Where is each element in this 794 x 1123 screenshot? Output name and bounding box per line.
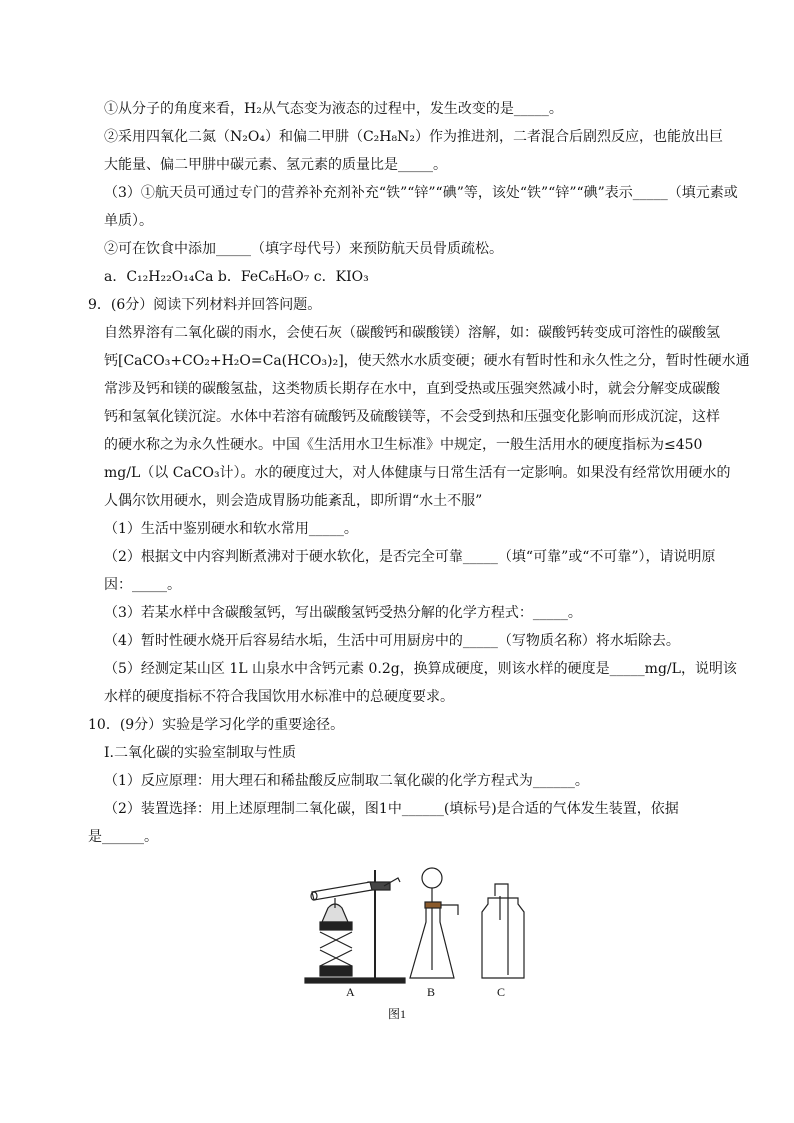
question-9-heading: 9．(6分）阅读下列材料并回答问题。 <box>88 297 322 313</box>
line-15: 人偶尔饮用硬水，则会造成胃肠功能紊乱，即所谓“水土不服” <box>104 493 483 509</box>
line-3: 大能量、偏二甲肼中碳元素、氢元素的质量比是_____。 <box>104 157 447 173</box>
line-7: a．C₁₂H₂₂O₁₄Ca b．FeC₆H₆O₇ c．KIO₃ <box>104 269 369 285</box>
line-2: ②采用四氧化二氮（N₂O₄）和偏二甲肼（C₂H₈N₂）作为推进剂，二者混合后剧烈反应，也能放出巨 <box>104 129 723 145</box>
line-19: （3）若某水样中含碳酸氢钙，写出碳酸氢钙受热分解的化学方程式：_____。 <box>104 605 582 621</box>
line-13: 的硬水称之为永久性硬水。中国《生活用水卫生标准》中规定，一般生活用水的硬度指标为≤450 <box>104 437 703 453</box>
apparatus-c <box>482 884 524 978</box>
line-22: 水样的硬度指标不符合我国饮用水标准中的总硬度要求。 <box>104 689 454 705</box>
line-6: ②可在饮食中添加_____（填字母代号）来预防航天员骨质疏松。 <box>104 241 503 257</box>
line-4: （3）①航天员可通过专门的营养补充剂补充“铁”“锌”“碘”等，该处“铁”“锌”“碘”表示_____（填元素或 <box>104 185 738 201</box>
line-18: 因：_____。 <box>104 577 181 593</box>
line-14: mg/L（以 CaCO₃计）。水的硬度过大，对人体健康与日常生活有一定影响。如果没有经常饮用硬水的 <box>104 465 731 481</box>
line-10: 钙[CaCO₃+CO₂+H₂O=Ca(HCO₃)₂]，使天然水水质变硬；硬水有暂时性和永久性之分，暂时性硬水通 <box>104 353 750 369</box>
line-17: （2）根据文中内容判断煮沸对于硬水软化，是否完全可靠_____（填“可靠”或“不可靠”），请说明原 <box>104 549 716 565</box>
line-11: 常涉及钙和镁的碳酸氢盐，这类物质长期存在水中，直到受热或压强突然减小时，就会分解变成碳酸 <box>104 381 720 397</box>
label-b: B <box>427 985 436 999</box>
line-25: （1）反应原理：用大理石和稀盐酸反应制取二氧化碳的化学方程式为______。 <box>104 773 589 789</box>
label-c: C <box>497 985 506 999</box>
line-1: ①从分子的角度来看，H₂从气态变为液态的过程中，发生改变的是_____。 <box>104 101 563 117</box>
line-12: 钙和氢氧化镁沉淀。水体中若溶有硫酸钙及硫酸镁等，不会受到热和压强变化影响而形成沉淀，这样 <box>104 409 720 425</box>
figure-caption: 图1 <box>388 1007 407 1021</box>
line-21: （5）经测定某山区 1L 山泉水中含钙元素 0.2g，换算成硬度，则该水样的硬度是_____mg/L，说明该 <box>104 661 737 677</box>
section-heading: I.二氧化碳的实验室制取与性质 <box>104 745 296 761</box>
line-16: （1）生活中鉴别硬水和软水常用_____。 <box>104 521 358 537</box>
line-9: 自然界溶有二氧化碳的雨水，会使石灰（碳酸钙和碳酸镁）溶解，如：碳酸钙转变成可溶性的碳酸氢 <box>104 325 720 341</box>
line-20: （4）暂时性硬水烧开后容易结水垢，生活中可用厨房中的_____（写物质名称）将水垢除去。 <box>104 633 680 649</box>
line-26: （2）装置选择：用上述原理制二氧化碳，图1中______(填标号)是合适的气体发生装置，依据 <box>104 801 679 817</box>
line-5: 单质）。 <box>104 213 153 229</box>
apparatus-a <box>305 870 405 983</box>
apparatus-diagram <box>300 860 530 985</box>
label-a: A <box>346 985 355 999</box>
question-10-heading: 10．(9分）实验是学习化学的重要途径。 <box>88 717 345 733</box>
figure-1 <box>300 860 530 1020</box>
line-27: 是______。 <box>88 829 158 845</box>
apparatus-b <box>410 868 458 978</box>
